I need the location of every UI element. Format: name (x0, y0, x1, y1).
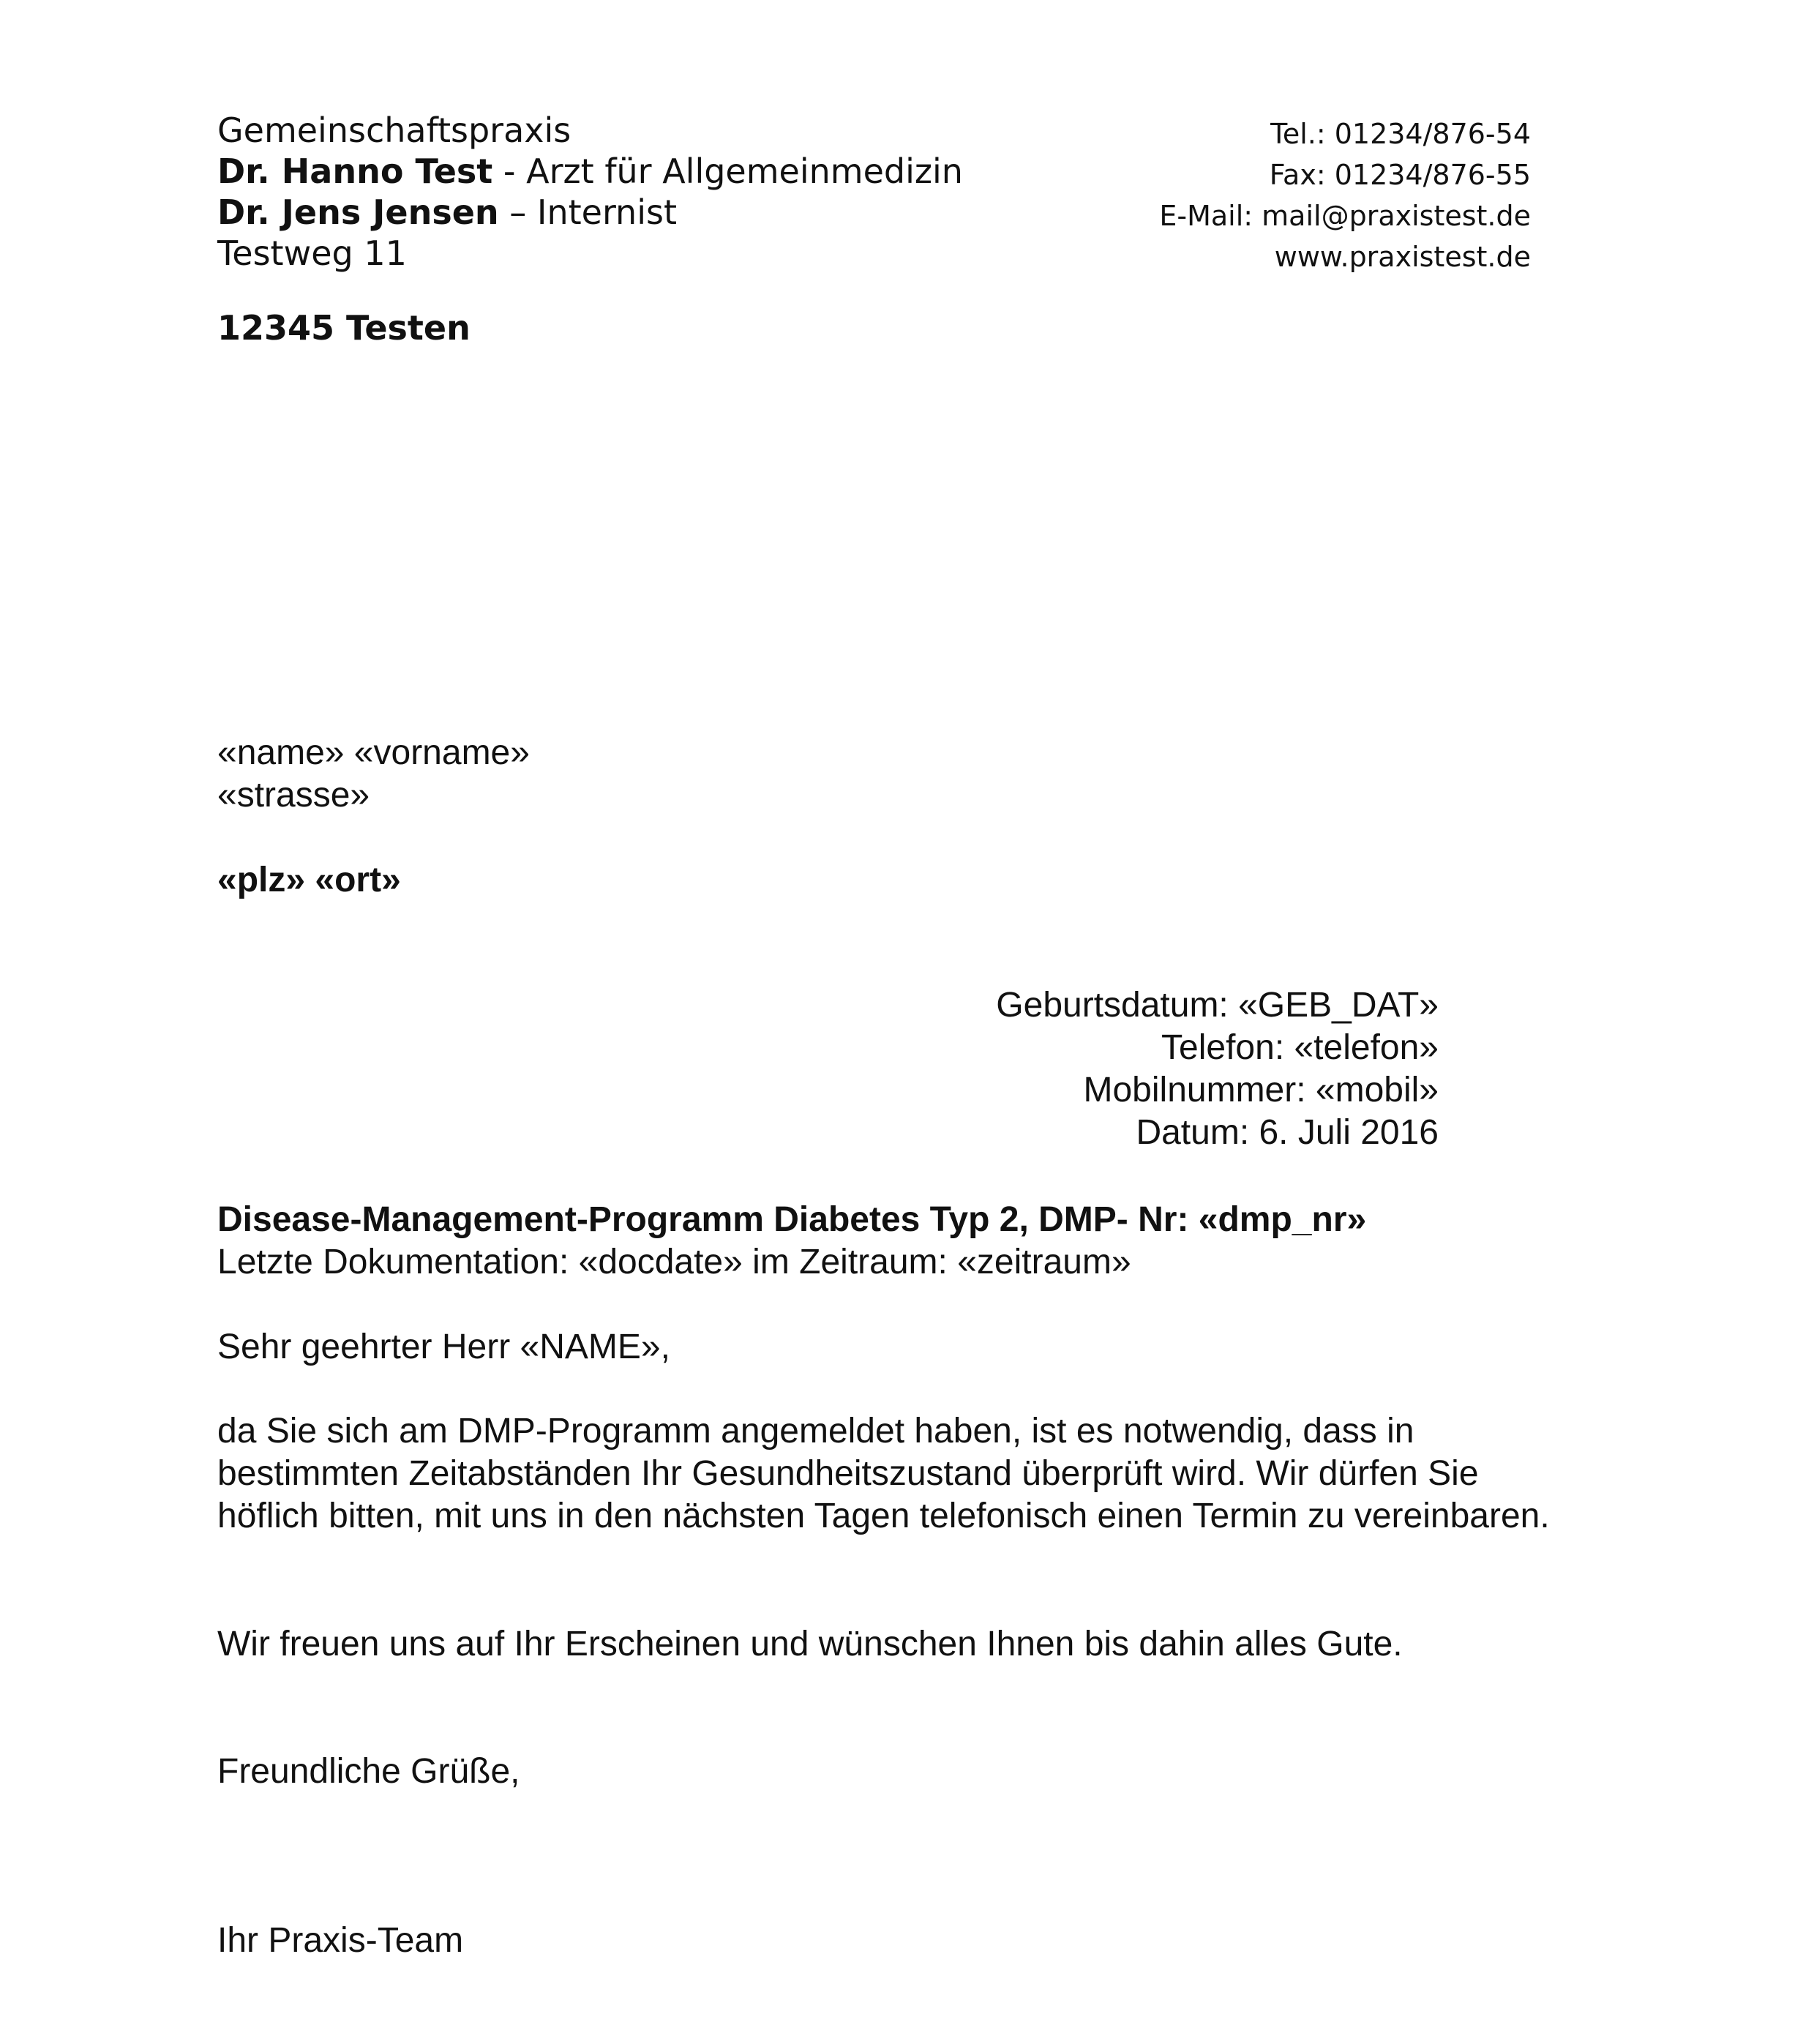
subject-block (217, 1199, 1608, 1284)
practice-label: Gemeinschaftspraxis (217, 111, 571, 150)
recipient-street: «strasse» (217, 776, 370, 815)
date-line: Datum: 6. Juli 2016 (1136, 1113, 1439, 1152)
signature: Ihr Praxis-Team (217, 1921, 464, 1960)
subject-title: Disease-Management-Programm Diabetes Typ 2, DMP- Nr: «dmp_nr» (217, 1200, 1367, 1239)
recipient-name: «name» «vorname» (217, 733, 530, 772)
sender-phone: Tel.: 01234/876-54 (1270, 118, 1531, 150)
sender-street: Testweg 11 (217, 233, 407, 273)
sender-city: 12345 Testen (217, 308, 471, 348)
doctor2-name: Dr. Jens Jensen (217, 192, 499, 232)
patient-info-block (634, 984, 1439, 1154)
sender-email: E-Mail: mail@praxistest.de (1159, 200, 1531, 232)
phone-line: Telefon: «telefon» (1161, 1028, 1439, 1067)
mobile-line: Mobilnummer: «mobil» (1083, 1071, 1439, 1109)
body-paragraph-2: Wir freuen uns auf Ihr Erscheinen und wünschen Ihnen bis dahin alles Gute. (217, 1625, 1403, 1663)
doctor1-name: Dr. Hanno Test (217, 151, 493, 191)
birthdate-line: Geburtsdatum: «GEB_DAT» (996, 986, 1439, 1025)
address-spacer (217, 817, 1095, 859)
recipient-address (217, 732, 1095, 902)
recipient-city: «plz» «ort» (217, 861, 401, 899)
salutation: Sehr geehrter Herr «NAME», (217, 1328, 670, 1366)
doctor1-title: - Arzt für Allgemeinmedizin (492, 151, 963, 191)
sender-website: www.praxistest.de (1274, 241, 1531, 273)
subject-subtitle: Letzte Dokumentation: «docdate» im Zeitraum: «zeitraum» (217, 1243, 1131, 1281)
letterhead-contact (945, 113, 1531, 277)
sender-fax: Fax: 01234/876-55 (1269, 159, 1531, 191)
body-paragraph-1: da Sie sich am DMP-Programm angemeldet haben, ist es notwendig, dass in bestimmten Zeitabständen Ihr Gesundheitszustand überprüft wird. Wir dürfen Sie höflich bitten, mit uns in den nächsten Tagen telefonisch einen Termin zu vereinbaren. (217, 1412, 1550, 1535)
doctor2-title: – Internist (498, 192, 677, 232)
closing: Freundliche Grüße, (217, 1752, 520, 1791)
